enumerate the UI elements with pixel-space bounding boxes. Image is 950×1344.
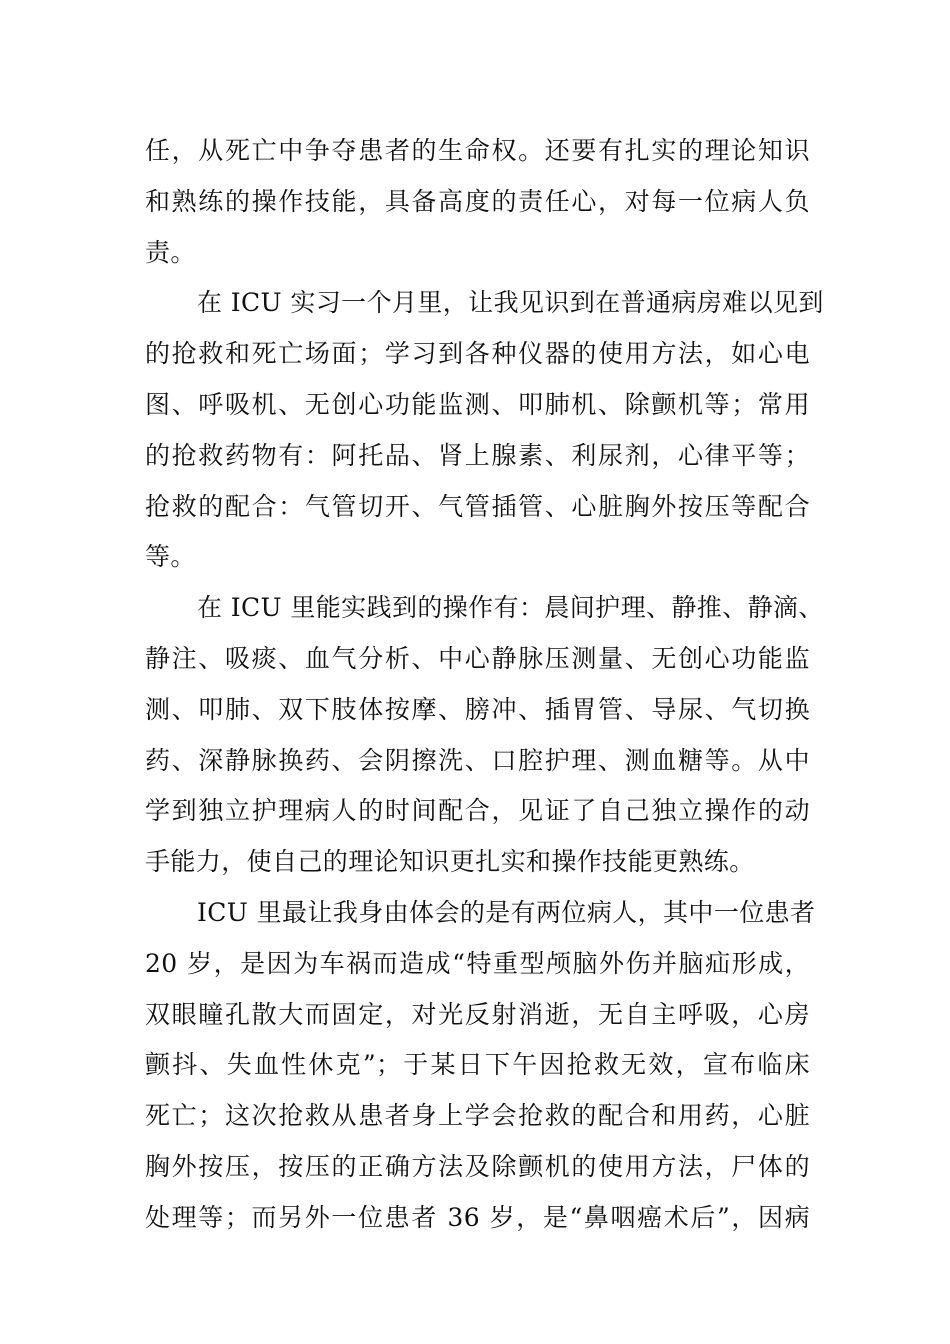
text-line: ICU 里最让我身由体会的是有两位病人，其中一位患者 [197,897,816,927]
text-line: 双眼瞳孔散大而固定，对光反射消逝，无自主呼吸，心房 [145,999,810,1029]
text-line: 手能力，使自己的理论知识更扎实和操作技能更熟练。 [145,847,755,877]
text-line: 药、深静脉换药、会阴擦洗、口腔护理、测血糖等。从中 [145,745,810,775]
text-line: 责。 [145,237,196,267]
text-line: 的抢救药物有：阿托品、肾上腺素、利尿剂，心律平等； [145,440,810,470]
text-line: 的抢救和死亡场面；学习到各种仪器的使用方法，如心电 [145,339,810,369]
text-line: 颤抖、失血性休克”；于某日下午因抢救无效，宣布临床 [145,1050,810,1080]
text-line: 处理等；而另外一位患者 36 岁，是“鼻咽癌术后”，因病 [145,1202,810,1232]
text-line: 和熟练的操作技能，具备高度的责任心，对每一位病人负 [145,186,810,216]
text-line: 20 岁，是因为车祸而造成“特重型颅脑外伤并脑疝形成， [145,948,810,978]
text-line: 任，从死亡中争夺患者的生命权。还要有扎实的理论知识 [145,136,810,165]
text-line: 在 ICU 实习一个月里，让我见识到在普通病房难以见到 [197,288,824,318]
text-line: 静注、吸痰、血气分析、中心静脉压测量、无创心功能监 [145,643,810,673]
text-line: 在 ICU 里能实践到的操作有：晨间护理、静推、静滴、 [197,593,824,623]
text-line: 图、呼吸机、无创心功能监测、叩肺机、除颤机等；常用 [145,389,810,419]
text-line: 等。 [145,542,196,572]
body-text [145,126,824,1244]
text-line: 学到独立护理病人的时间配合，见证了自己独立操作的动 [145,796,810,826]
text-line: 胸外按压，按压的正确方法及除颤机的使用方法，尸体的 [145,1151,810,1181]
text-line: 抢救的配合：气管切开、气管插管、心脏胸外按压等配合 [145,491,810,521]
text-line: 死亡；这次抢救从患者身上学会抢救的配合和用药，心脏 [145,1101,810,1131]
text-line: 测、叩肺、双下肢体按摩、膀冲、插胃管、导尿、气切换 [145,694,810,724]
